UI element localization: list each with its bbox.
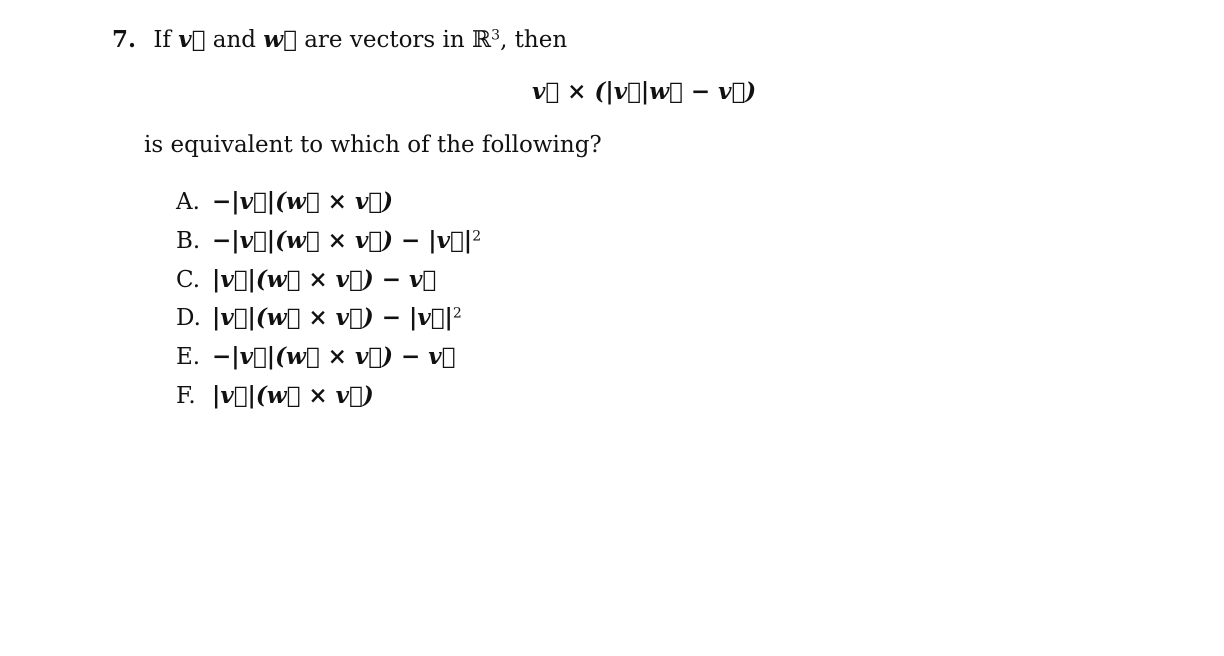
option-e[interactable] (176, 338, 481, 377)
question-number: 7. (112, 26, 137, 53)
option-expression: |v⃗|(w⃗ × v⃗) (212, 381, 374, 409)
option-f[interactable] (176, 377, 481, 416)
vector-w: w⃗ (263, 26, 297, 53)
option-letter: E. (176, 344, 201, 371)
option-expression: −|v⃗|(w⃗ × v⃗) (212, 188, 393, 215)
option-expression: −|v⃗|(w⃗ × v⃗) − v⃗ (212, 343, 456, 371)
option-expression: |v⃗|(w⃗ × v⃗) − |v⃗| (212, 304, 453, 332)
option-c[interactable] (176, 261, 481, 300)
option-letter: A. (176, 189, 200, 215)
space-dimension: 3 (491, 27, 501, 44)
option-letter: B. (176, 227, 201, 254)
question-statement (112, 24, 567, 56)
display-expression: v⃗ × (|v⃗|w⃗ − v⃗) (532, 78, 757, 105)
question-prompt: is equivalent to which of the following? (144, 132, 602, 158)
option-expression: |v⃗|(w⃗ × v⃗) − v⃗ (212, 265, 437, 293)
option-letter: C. (176, 266, 201, 293)
option-letter: F. (176, 382, 196, 409)
intro-then: , then (500, 27, 568, 53)
intro-are-vectors-in: are vectors in (304, 27, 465, 53)
option-exponent: 2 (472, 228, 482, 245)
intro-if: If (153, 27, 171, 53)
option-a[interactable] (176, 183, 481, 222)
option-exponent: 2 (452, 305, 462, 322)
intro-and: and (212, 27, 256, 53)
option-expression: −|v⃗|(w⃗ × v⃗) − |v⃗| (212, 226, 473, 254)
option-letter: D. (176, 305, 201, 332)
option-b[interactable] (176, 222, 481, 261)
answer-options (176, 183, 481, 416)
option-d[interactable] (176, 299, 481, 338)
real-space-symbol: ℝ$^3$ (472, 27, 501, 53)
vector-v: v⃗ (178, 26, 206, 53)
